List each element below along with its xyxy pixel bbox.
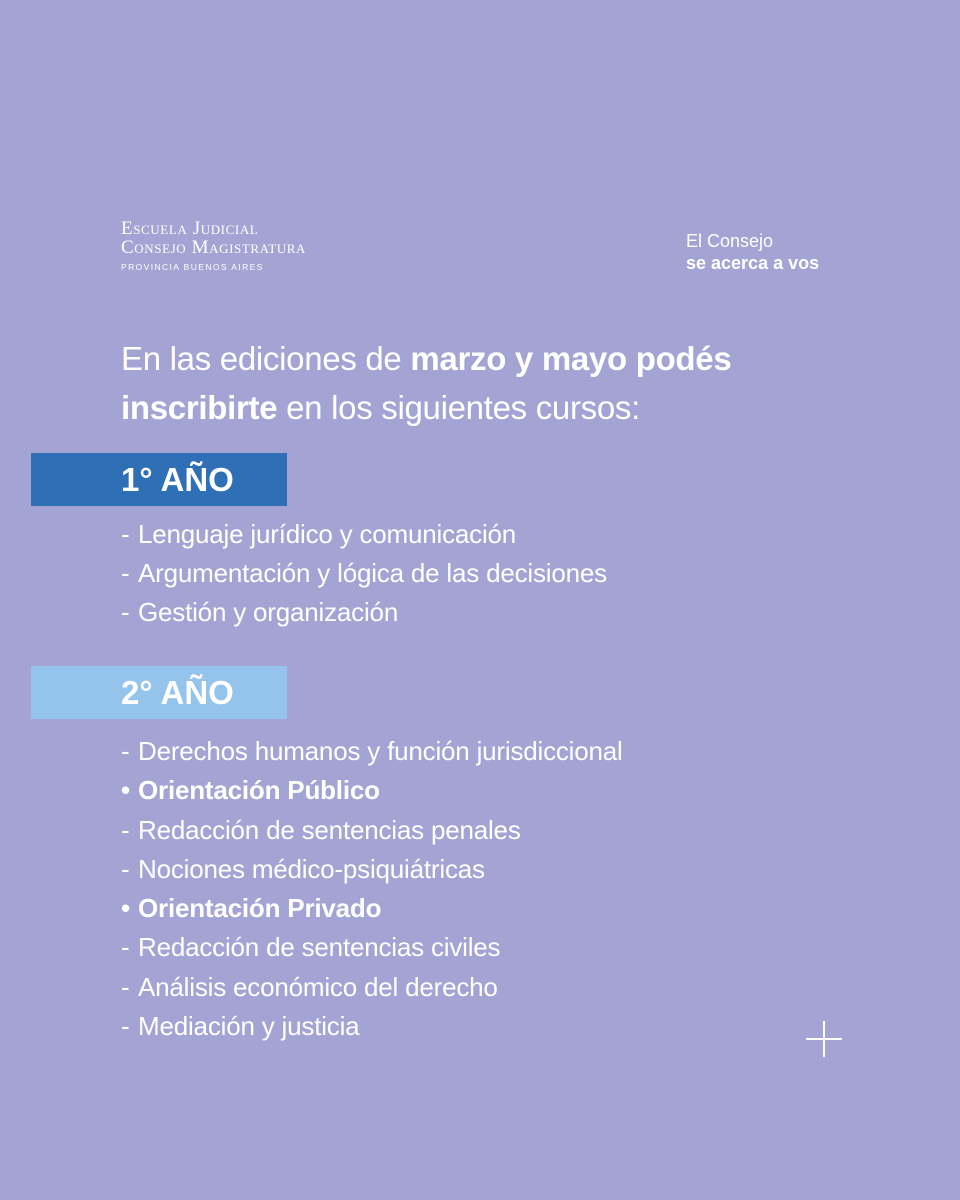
logo-line-1: Escuela Judicial [121, 218, 259, 239]
dash-marker: - [121, 814, 130, 845]
year-2-label: 2° AÑO [121, 674, 234, 711]
dash-marker: - [121, 558, 130, 588]
bullet-marker: • [121, 893, 130, 924]
dash-marker: - [121, 971, 130, 1002]
intro-part-1: En las ediciones de [121, 340, 411, 377]
intro-text [121, 334, 881, 432]
dash-marker: - [121, 853, 130, 884]
course-item [121, 554, 607, 593]
course-title: Argumentación y lógica de las decisiones [138, 558, 607, 588]
dash-marker: - [121, 1011, 130, 1042]
course-title: Nociones médico-psiquiátricas [138, 853, 485, 884]
dash-marker: - [121, 736, 130, 766]
logo-line-2: Consejo Magistratura [121, 237, 306, 258]
intro-part-2: en los siguientes cursos: [277, 389, 640, 426]
orientation-title: Orientación Público [138, 775, 380, 806]
intro-bold-1: marzo y mayo podés [410, 340, 732, 377]
course-title: Redacción de sentencias penales [138, 814, 521, 845]
dash-marker: - [121, 519, 130, 549]
course-item [121, 593, 607, 632]
year-1-label: 1° AÑO [121, 461, 234, 498]
course-item [121, 515, 607, 554]
year-1-course-list [121, 515, 607, 632]
course-title: Lenguaje jurídico y comunicación [138, 519, 517, 549]
year-2-course-list [121, 732, 623, 1046]
course-item [121, 928, 623, 967]
course-item [121, 1007, 623, 1046]
orientation-heading-privado [121, 889, 623, 928]
slogan-line-1: El Consejo [686, 231, 774, 251]
course-item [121, 811, 623, 850]
course-title: Análisis económico del derecho [138, 971, 498, 1002]
escuela-judicial-logo [121, 219, 306, 272]
course-title: Redacción de sentencias civiles [138, 932, 501, 963]
course-title: Mediación y justicia [138, 1011, 360, 1042]
course-title: Derechos humanos y función jurisdiccional [138, 736, 623, 766]
year-1-banner [31, 453, 287, 506]
orientation-title: Orientación Privado [138, 893, 382, 924]
course-item [121, 732, 623, 771]
orientation-heading-publico [121, 771, 623, 810]
course-item [121, 850, 623, 889]
course-item [121, 968, 623, 1007]
course-title: Gestión y organización [138, 597, 399, 627]
dash-marker: - [121, 932, 130, 963]
slogan-line-2: se acerca a vos [686, 253, 820, 273]
logo-line-3: PROVINCIA BUENOS AIRES [121, 262, 264, 272]
plus-icon [806, 1021, 842, 1057]
year-2-banner [31, 666, 287, 719]
dash-marker: - [121, 597, 130, 627]
intro-bold-2: inscribirte [121, 389, 278, 426]
bullet-marker: • [121, 775, 130, 806]
slogan [686, 230, 819, 274]
